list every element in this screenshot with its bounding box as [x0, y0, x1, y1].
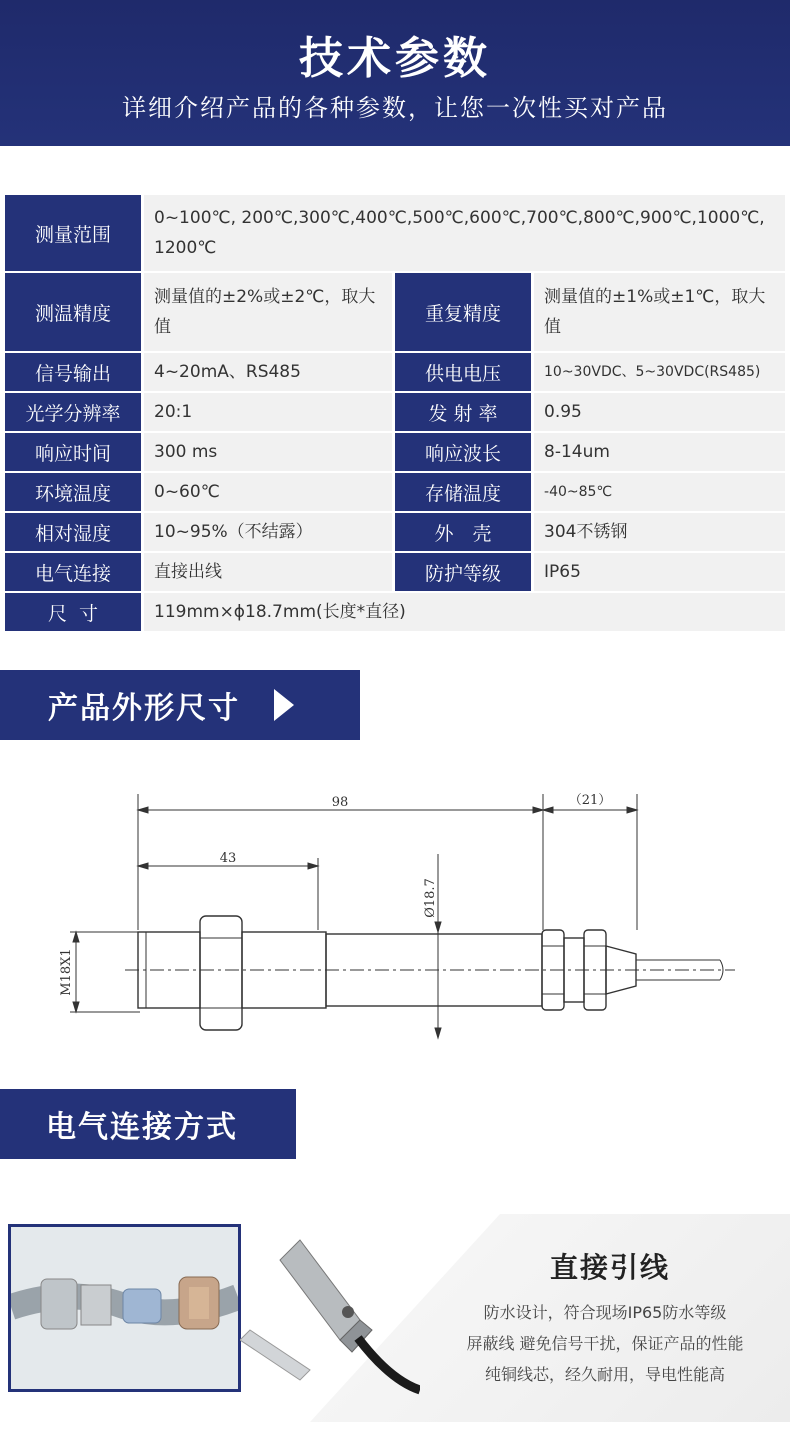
spec-label: 响应波长 — [395, 433, 531, 471]
section-title: 产品外形尺寸 — [48, 691, 240, 726]
dim-diameter-label: Ø18.7 — [423, 878, 438, 918]
spec-label: 环境温度 — [5, 473, 141, 511]
spec-label: 电气连接 — [5, 553, 141, 591]
play-arrow-icon — [274, 689, 294, 721]
spec-label: 光学分辨率 — [5, 393, 141, 431]
spec-table — [5, 195, 785, 633]
spec-value: 0~60℃ — [144, 473, 392, 511]
spec-value: IP65 — [534, 553, 785, 591]
spec-value: 0.95 — [534, 393, 785, 431]
spec-value: 10~95%（不结露） — [144, 513, 392, 551]
spec-label: 相对湿度 — [5, 513, 141, 551]
connector-photo — [8, 1224, 241, 1392]
spec-row — [5, 593, 785, 631]
header-banner — [0, 0, 790, 146]
spec-label: 防护等级 — [395, 553, 531, 591]
spec-label: 存储温度 — [395, 473, 531, 511]
spec-value: 直接出线 — [144, 553, 392, 591]
sensor-photo — [240, 1230, 420, 1400]
connection-title: 直接引线 — [549, 1251, 670, 1284]
spec-row — [5, 353, 785, 391]
page-subtitle: 详细介绍产品的各种参数，让您一次性买对产品 — [122, 94, 668, 122]
spec-value: 测量值的±2%或±2℃，取大值 — [144, 273, 392, 351]
spec-row — [5, 513, 785, 551]
spec-row — [5, 195, 785, 271]
section-header-electrical — [0, 1089, 296, 1159]
spec-value: 304不锈钢 — [534, 513, 785, 551]
spec-label: 发 射 率 — [395, 393, 531, 431]
spec-label: 测温精度 — [5, 273, 141, 351]
spec-value: 测量值的±1%或±1℃，取大值 — [534, 273, 785, 351]
spec-row — [5, 473, 785, 511]
spec-row — [5, 273, 785, 351]
spec-label: 信号输出 — [5, 353, 141, 391]
connection-feature: 纯铜线芯，经久耐用，导电性能高 — [484, 1365, 725, 1384]
spec-label: 响应时间 — [5, 433, 141, 471]
section-title: 电气连接方式 — [46, 1110, 238, 1145]
dim-43-label: 43 — [219, 851, 237, 866]
dim-98-label: 98 — [331, 795, 349, 810]
page-title: 技术参数 — [299, 33, 491, 84]
spec-row — [5, 553, 785, 591]
spec-value: 8-14um — [534, 433, 785, 471]
spec-value: 4~20mA、RS485 — [144, 353, 392, 391]
spec-label: 测量范围 — [5, 195, 141, 271]
dimension-drawing — [0, 770, 790, 1070]
connection-feature: 防水设计，符合现场IP65防水等级 — [483, 1303, 727, 1322]
spec-value: 0~100℃, 200℃,300℃,400℃,500℃,600℃,700℃,800℃,900℃,1000℃, 1200℃ — [144, 195, 785, 271]
spec-label: 重复精度 — [395, 273, 531, 351]
spec-value: 119mm×ϕ18.7mm(长度*直径) — [144, 593, 785, 631]
spec-row — [5, 433, 785, 471]
spec-row — [5, 393, 785, 431]
spec-value: 20:1 — [144, 393, 392, 431]
spec-label: 外 壳 — [395, 513, 531, 551]
section-header-dimensions — [0, 670, 360, 740]
dim-thread-label: M18X1 — [59, 948, 74, 996]
spec-label: 供电电压 — [395, 353, 531, 391]
spec-label: 尺 寸 — [5, 593, 141, 631]
dim-21-label: （21） — [568, 793, 612, 808]
connection-feature: 屏蔽线 避免信号干扰，保证产品的性能 — [466, 1334, 744, 1353]
spec-value: 300 ms — [144, 433, 392, 471]
spec-value: 10~30VDC、5~30VDC(RS485) — [534, 353, 785, 391]
spec-value: -40~85℃ — [534, 473, 785, 511]
